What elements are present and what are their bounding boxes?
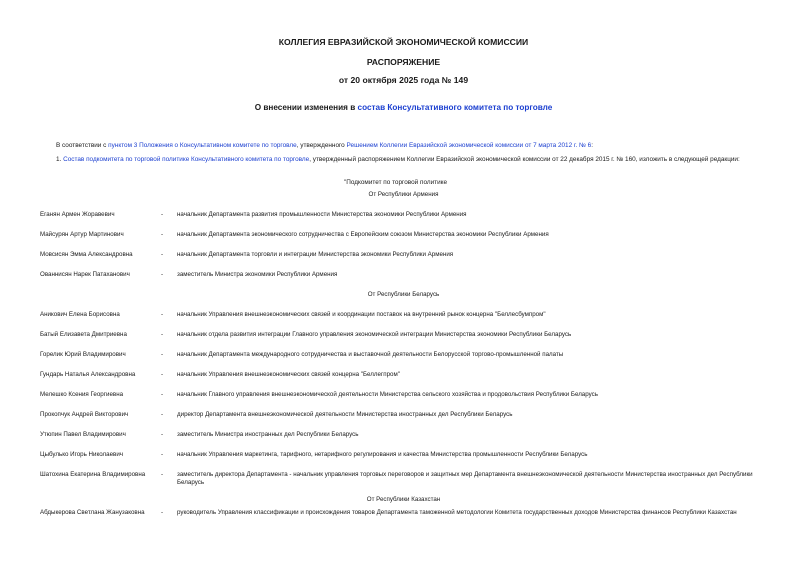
member-dash: - — [161, 509, 164, 516]
member-name: Шатохина Екатерина Владимировна — [40, 471, 146, 478]
member-name: Батый Елизавета Дмитриевна — [40, 331, 127, 338]
member-name: Цыбулько Игорь Николаевич — [40, 451, 124, 458]
member-dash: - — [161, 431, 164, 438]
document-subject — [0, 103, 807, 112]
p2-link-composition[interactable]: Состав подкомитета по торговой политике Консультативного комитета по торговле — [63, 156, 310, 163]
member-dash: - — [161, 311, 164, 318]
member-position: начальник Управления маркетинга, тарифного, нетарифного регулирования и качества Министерства промышленности Республики Беларусь — [177, 451, 588, 458]
member-dash: - — [161, 351, 164, 358]
member-position: начальник Департамента экономического сотрудничества с Европейским союзом Министерства экономики Республики Армения — [177, 231, 549, 238]
member-name: Абдыкерова Светлана Жанузаковна — [40, 509, 145, 516]
member-name: Мелешко Ксения Георгиевна — [40, 391, 124, 398]
section-country-armenia: От Республики Армения — [368, 191, 439, 198]
member-position: начальник отдела развития интеграции Главного управления экономической интеграции Министерства экономики Республики Беларусь — [177, 331, 572, 338]
member-position: руководитель Управления классификации и происхождения товаров Департамента таможенной методологии Комитета государственных доходов Министерства финансов Республики Казахстан — [177, 509, 737, 516]
member-position: заместитель директора Департамента - начальник управления торговых переговоров и защитных мер Департамента внешнеэкономической деятельности Министерства иностранных дел Республики Беларусь — [177, 471, 753, 486]
member-name: Мовсисян Эмма Александровна — [40, 251, 133, 258]
member-name: Утюпин Павел Владимирович — [40, 431, 126, 438]
document-type: РАСПОРЯЖЕНИЕ — [366, 57, 441, 67]
member-name: Горелик Юрий Владимирович — [40, 351, 126, 358]
member-position: начальник Управления внешнеэкономических связей концерна "Беллегпром" — [177, 371, 400, 378]
section-country-kazakhstan: От Республики Казахстан — [366, 496, 441, 503]
member-position: заместитель Министра экономики Республики Армения — [177, 271, 338, 278]
member-name: Аникович Елена Борисовна — [40, 311, 120, 318]
member-dash: - — [161, 211, 164, 218]
p2-text-b: , утвержденный распоряжением Коллегии Евразийской экономической комиссии от 22 декабря 2015 г. № 160, изложить в следующей редакции: — [309, 156, 740, 163]
member-dash: - — [161, 251, 164, 258]
p2-text-a: 1. — [56, 156, 62, 163]
member-dash: - — [161, 331, 164, 338]
p1-text-a: В соответствии с — [56, 142, 107, 149]
composition-title: "Подкомитет по торговой политике — [344, 179, 448, 186]
section-country-belarus: От Республики Беларусь — [367, 291, 440, 298]
member-name: Гундарь Наталья Александровна — [40, 371, 136, 378]
organization-name: КОЛЛЕГИЯ ЕВРАЗИЙСКОЙ ЭКОНОМИЧЕСКОЙ КОМИССИИ — [278, 37, 529, 47]
member-position: начальник Главного управления внешнеэкономической деятельности Министерства сельского хозяйства и продовольствия Республики Беларусь — [177, 391, 598, 398]
member-dash: - — [161, 231, 164, 238]
member-position: директор Департамента внешнеэкономической деятельности Министерства иностранных дел Республики Беларусь — [177, 411, 513, 418]
member-name: Майсурян Артур Мартинович — [40, 231, 124, 238]
member-position: начальник Департамента развития промышленности Министерства экономики Республики Армения — [177, 211, 467, 218]
member-dash: - — [161, 271, 164, 278]
member-dash: - — [161, 451, 164, 458]
p1-text-c: : — [591, 142, 594, 149]
p1-link-regulation[interactable]: пунктом 3 Положения о Консультативном комитете по торговле — [108, 142, 297, 149]
member-position: начальник Управления внешнеэкономических связей и координации поставок на внутренний рынок концерна "Беллесбумпром" — [177, 311, 546, 318]
member-dash: - — [161, 371, 164, 378]
member-name: Еганян Армен Жоравевич — [40, 211, 115, 218]
member-position: начальник Департамента международного сотрудничества и выставочной деятельности Белорусской торгово-промышленной палаты — [177, 351, 564, 358]
member-position: заместитель Министра иностранных дел Республики Беларусь — [177, 431, 359, 438]
subject-link[interactable]: состав Консультативного комитета по торговле — [357, 103, 553, 112]
member-dash: - — [161, 471, 164, 478]
member-position: начальник Департамента торговли и интеграции Министерства экономики Республики Армения — [177, 251, 454, 258]
document-date-number: от 20 октября 2025 года № 149 — [338, 75, 469, 85]
member-dash: - — [161, 391, 164, 398]
member-name: Ованнисян Нарек Патаханович — [40, 271, 130, 278]
member-name: Прокопчук Андрей Викторович — [40, 411, 129, 418]
preamble-paragraph-2 — [40, 156, 770, 164]
p1-text-b: , утвержденного — [296, 142, 345, 149]
p1-link-decision[interactable]: Решением Коллегии Евразийской экономической комиссии от 7 марта 2012 г. № 6 — [346, 142, 592, 149]
member-dash: - — [161, 411, 164, 418]
subject-prefix: О внесении изменения в — [254, 103, 356, 112]
preamble-paragraph-1 — [40, 142, 770, 150]
